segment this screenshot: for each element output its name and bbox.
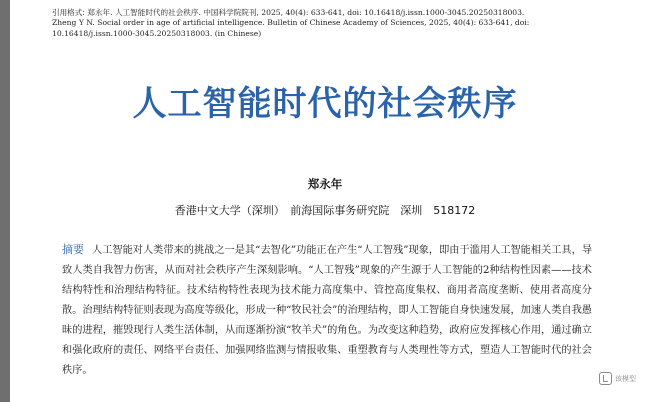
- citation-block: [52, 8, 612, 39]
- citation-label: 引用格式:: [52, 8, 85, 17]
- abstract-label: 摘要: [62, 243, 85, 256]
- citation-zh-text: 郑永年. 人工智能时代的社会秩序. 中国科学院院刊, 2025, 40(4): 633-641, doi: 10.16418/j.issn.1000-3045.20250318003.: [87, 8, 525, 17]
- author-affiliation: 香港中文大学（深圳） 前海国际事务研究院 深圳 518172: [174, 204, 476, 217]
- abstract-text: 人工智能对人类带来的挑战之一是其“去智化”功能正在产生“人工智残”现象，即由于滥用人工智能相关工具，导致人类自我智力伤害，从而对社会秩序产生深刻影响。“人工智残”现象的产生源于人工智能的2种结构性因素——技术结构特性和治理结构特征。技术结构特性表现为技术能力高度集中、管控高度集权、商用者高度垄断、使用者高度分散。治理结构特征则表现为高度等级化，形成一种“牧民社会”的治理结构，即人工智能自身快速发展，加速人类自我愚昧的进程，摧毁现行人类生活体制，从而逐渐扮演“牧羊犬”的角色。为改变这种趋势，政府应发挥核心作用，通过确立和强化政府的责任、网络平台责任、加强网络监测与情报收集、重塑教育与人类理性等方式，塑造人工智能时代的社会秩序。: [62, 245, 593, 376]
- author-name: 郑永年: [307, 177, 343, 191]
- watermark-logo-icon: [599, 372, 612, 385]
- citation-zh: [52, 8, 612, 18]
- watermark-text: 该模型: [615, 374, 636, 383]
- citation-en: Zheng Y N. Social order in age of artificial intelligence. Bulletin of Chinese Academy of Sciences, 2025, 40(4): 633-641, doi: 10.16418/j.issn.1000-3045.20250318003. (in Chinese): [52, 18, 530, 38]
- paper-title: 人工智能时代的社会秩序: [132, 84, 518, 124]
- watermark: [599, 372, 636, 385]
- abstract: [62, 240, 592, 381]
- page-edge: [0, 0, 10, 402]
